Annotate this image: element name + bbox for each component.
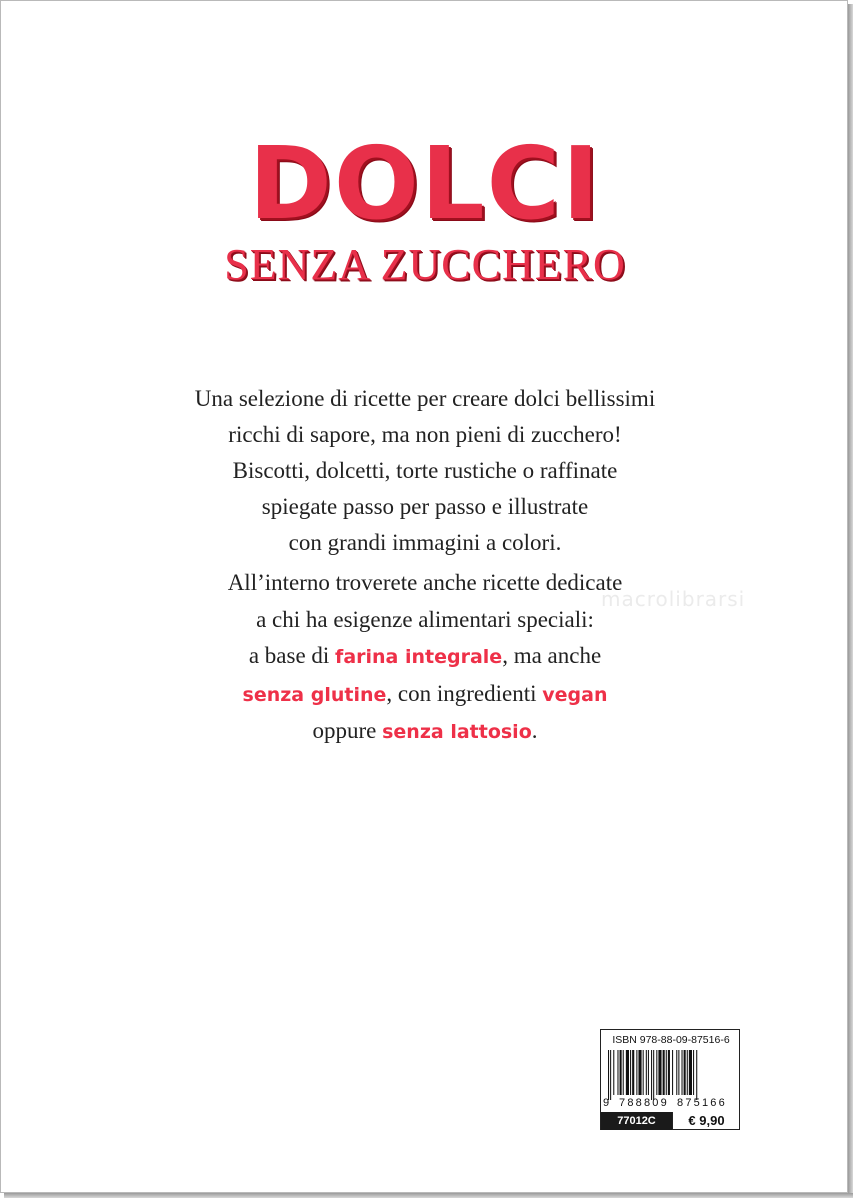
watermark: macrolibrarsi xyxy=(601,587,746,611)
description-line: spiegate passo per passo e illustrate xyxy=(261,494,589,519)
description-line xyxy=(1,638,849,676)
description-line xyxy=(1,713,849,751)
isbn-text: ISBN 978-88-09-87516-6 xyxy=(612,1034,730,1046)
description-line: Biscotti, dolcetti, torte rustiche o raffinate xyxy=(232,458,618,483)
description-paragraph-2 xyxy=(1,565,849,751)
barcode-icon xyxy=(608,1050,734,1100)
description-line: a chi ha esigenze alimentari speciali: xyxy=(256,606,594,632)
description-line: ricchi di sapore, ma non pieni di zucchero! xyxy=(228,422,622,447)
text-segment: a base di xyxy=(248,643,336,668)
text-segment: oppure xyxy=(312,718,383,743)
highlight-farina-integrale: farina integrale xyxy=(335,646,503,668)
book-title: DOLCI xyxy=(248,125,602,242)
description-paragraph-1 xyxy=(1,381,849,561)
description-line: All’interno troverete anche ricette dedicate xyxy=(227,570,623,595)
highlight-vegan: vegan xyxy=(542,683,608,706)
product-code: 77012C xyxy=(601,1112,672,1130)
book-subtitle: SENZA ZUCCHERO xyxy=(224,240,626,289)
text-segment: , ma anche xyxy=(502,643,602,668)
ean-left-digits: 788809 xyxy=(619,1097,669,1109)
text-segment: , con ingredienti xyxy=(386,680,543,706)
page-edge-shadow xyxy=(848,4,853,1196)
description-line: con grandi immagini a colori. xyxy=(288,530,562,555)
description-line: Una selezione di ricette per creare dolci bellissimi xyxy=(194,386,656,411)
ean-first-digit: 9 xyxy=(603,1097,610,1109)
text-segment: . xyxy=(531,718,538,743)
barcode-label xyxy=(600,1029,740,1130)
description-line xyxy=(1,676,849,714)
price-label: € 9,90 xyxy=(672,1112,740,1130)
highlight-senza-lattosio: senza lattosio xyxy=(382,721,532,743)
page-edge-shadow xyxy=(4,1193,853,1198)
highlight-senza-glutine: senza glutine xyxy=(242,683,387,706)
ean-right-digits: 875166 xyxy=(677,1097,727,1109)
